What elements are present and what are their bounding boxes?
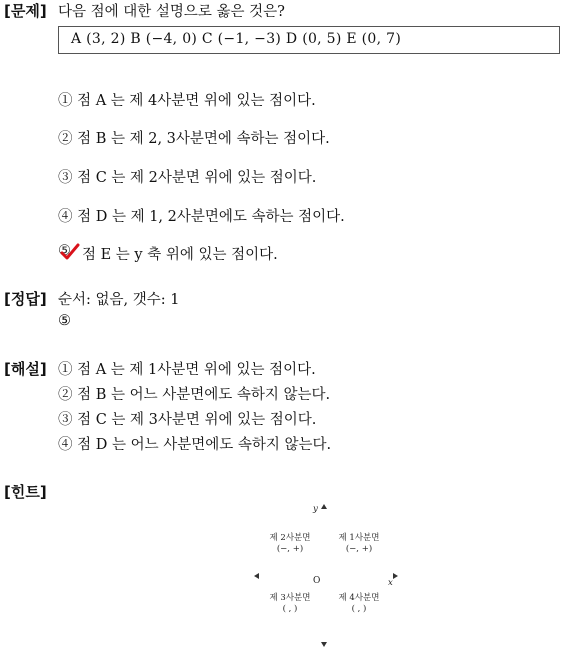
explanation-line-1: ① 점 A 는 제 1사분면 위에 있는 점이다. xyxy=(58,362,316,378)
quadrant-3-name: 제 3사분면 xyxy=(269,593,311,603)
option-1[interactable]: ① 점 A 는 제 4사분면 위에 있는 점이다. xyxy=(58,93,316,109)
explanation-line-2: ② 점 B 는 어느 사분면에도 속하지 않는다. xyxy=(58,387,331,403)
axis-x-label: x xyxy=(388,578,393,588)
y-axis-arrow-up-icon xyxy=(321,504,327,509)
quadrant-1-name: 제 1사분면 xyxy=(338,533,380,543)
axis-y-label: y xyxy=(313,504,318,514)
option-3[interactable]: ③ 점 C 는 제 2사분면 위에 있는 점이다. xyxy=(58,170,317,186)
quadrant-4-name: 제 4사분면 xyxy=(338,593,380,603)
option-5[interactable]: 점 E 는 y 축 위에 있는 점이다. xyxy=(82,247,278,263)
explanation-line-4: ④ 점 D 는 어느 사분면에도 속하지 않는다. xyxy=(58,437,332,453)
origin-label: O xyxy=(313,576,321,586)
hint-label: [힌트] xyxy=(4,483,47,501)
answer-value: ⑤ xyxy=(58,313,71,329)
quadrant-3-sign: ( , ) xyxy=(282,604,298,614)
quadrant-1-sign: (−, +) xyxy=(345,544,373,554)
question-label: [문제] xyxy=(4,2,47,20)
question-stem: 다음 점에 대한 설명으로 옳은 것은? xyxy=(58,4,285,20)
option-2[interactable]: ② 점 B 는 제 2, 3사분면에 속하는 점이다. xyxy=(58,131,330,147)
quadrant-2-sign: (−, +) xyxy=(276,544,304,554)
option-4[interactable]: ④ 점 D 는 제 1, 2사분면에도 속하는 점이다. xyxy=(58,209,345,225)
x-axis-arrow-left-icon xyxy=(254,573,259,579)
explanation-label: [해설] xyxy=(4,360,47,378)
answer-order-count: 순서: 없음, 갯수: 1 xyxy=(58,292,180,308)
x-axis-arrow-right-icon xyxy=(393,573,398,579)
y-axis-arrow-down-icon xyxy=(321,642,327,647)
points-list: A (3, 2) B (−4, 0) C (−1, −3) D (0, 5) E (0, 7) xyxy=(71,31,402,47)
option-5-symbol: ⑤ xyxy=(58,243,71,259)
quadrant-2-name: 제 2사분면 xyxy=(269,533,311,543)
quadrant-4-sign: ( , ) xyxy=(351,604,367,614)
explanation-line-3: ③ 점 C 는 제 3사분면 위에 있는 점이다. xyxy=(58,412,317,428)
answer-label: [정답] xyxy=(4,290,47,308)
